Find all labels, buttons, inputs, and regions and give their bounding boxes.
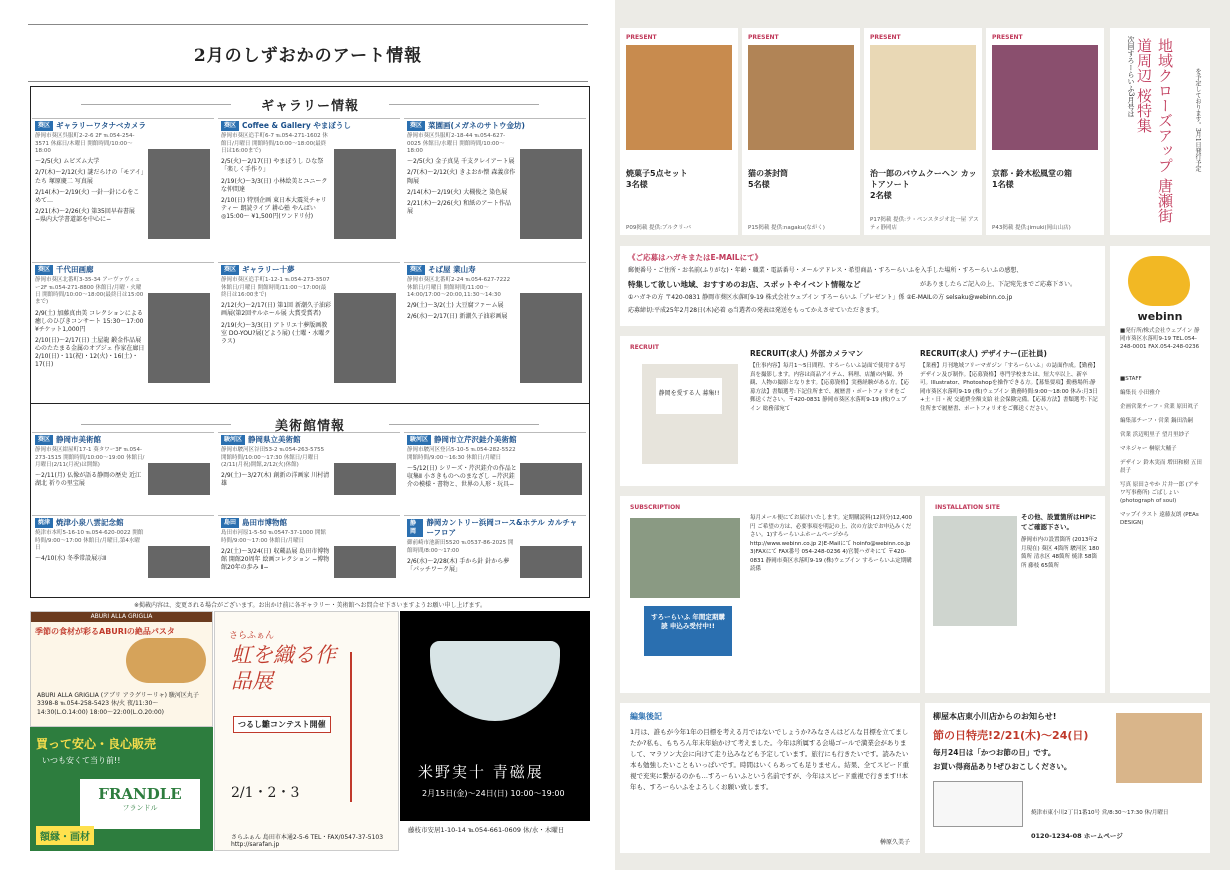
listing-museum (404, 432, 586, 514)
next-feature: 地域クローズアップ 唐瀬街道周辺 桜特集 (1135, 38, 1174, 223)
venue-name (407, 121, 583, 131)
venue-title: Coffee & Gallery やまぼうし (242, 121, 351, 130)
event: 2/10(日) 特別企画 東日本大震災チャリティー 朗読ライブ 耕心塾 やんばい ◎15:00〜 ¥1,500円(ワンドリ付) (221, 196, 327, 220)
listing-museum (404, 515, 586, 597)
page-title: 2月のしずおかのアート情報 (193, 46, 423, 66)
listing-museum (32, 432, 214, 514)
event: 2/10(日)〜2/17(日) 土屋龍 鍛金作品展 心のたたまる金属のオブジェ 作家在廊日 2/10(日)・11(祝)・12(火)・16(土)・17(日) (35, 337, 145, 369)
present-item: 京都・鈴木松風堂の箱 (992, 169, 1072, 178)
subscription-box (620, 496, 920, 693)
event: 〜4/10(水) 冬季常設展示Ⅱ (35, 555, 107, 563)
event: 〜2/5(火) ムビズム大学 (35, 158, 100, 166)
sarafan-dates: 2/1・2・3 (231, 785, 300, 801)
event: 2/14(木)〜2/19(火) 大槻俊之 染色展 (407, 188, 508, 196)
aburi-bar: ABURI ALLA GRIGLIA (31, 612, 212, 622)
apply-deadline: 応募締切:平成25年2月28日(木)必着 ◎当選者の発表は発送をもってかえさせていただきます。 (628, 307, 883, 314)
event: 2/2(土)〜3/24(日) 収蔵品展 島田市博物館 開館20周年 絵画コレクション −博物館20年の歩み Ⅱ− (221, 547, 330, 572)
venue-title: ギャラリー十夢 (242, 265, 295, 274)
apply-ask: 特集して欲しい地域、おすすめのお店、スポットやイベント情報など (628, 280, 861, 289)
area-tag: 静岡 (407, 519, 423, 537)
listing-museum (218, 432, 400, 514)
present-photo (748, 45, 854, 150)
present-label: PRESENT (992, 34, 1023, 41)
staff-entry: 編集部チーフ・営業 鍋田浩嗣 (1120, 417, 1193, 424)
frandle-ad[interactable] (30, 727, 213, 851)
museum-section-title: 美術館情報 (31, 415, 589, 434)
area-tag: 葵区 (35, 435, 53, 445)
event: 2/5(火)〜2/17(日) やまぼうし ひな祭「楽しく手作り」 (221, 158, 324, 174)
yanagiya-ad[interactable] (925, 703, 1210, 853)
event: 2/9(土)〜3/2(土) 大豆腐ファーム展 (407, 302, 504, 310)
venue-photo (520, 293, 582, 383)
venue-name (35, 265, 211, 275)
publisher-name: webinn (1137, 310, 1183, 323)
event: 2/9(土)〜3/27(木) 創新の洋画家 川村清雄 (221, 472, 330, 488)
present-card (620, 28, 738, 235)
recruit2-text: 【業務】月刊地域フリーマガジン「すろーらいふ」の誌面作成。【勤務】デザイン及び制作。【応募資格】専門学校または、短大卒以上、新卒可。Illustrator、Photoshopを操作できる方。【募集要項】勤務場所:静岡市葵区水落町9-19 (株)ウェブイン 勤務時間:9:00〜18:00 休み:月3日+土・日・祝 交通費全額支給 社会保険完備。【応募方法】書類選考:下記住所まで履歴書、ポートフォリオをご郵送ください。 (920, 363, 1098, 412)
venue-address: 島田市河原1-5-50 ℡0547-37-1000 開館時間/9:00〜17:00 休館日/月曜日 (221, 530, 326, 544)
venue-address: 静岡市葵区紺屋町17-1 葵タワー3F ℡054-273-1515 開館時間/10:00〜19:00 休館日/月曜日(2/11(月祝)は開館) (35, 447, 145, 468)
venue-photo (148, 463, 210, 495)
postscript-label: 編集後記 (630, 712, 662, 721)
area-tag: 葵区 (35, 265, 53, 275)
venue-title: 千代田画廊 (56, 265, 94, 274)
map-image (933, 781, 1023, 827)
present-card (864, 28, 982, 235)
listing-gallerie (218, 262, 400, 402)
yanagiya-day: 毎月24日は「かつお節の日」です。 (933, 748, 1056, 757)
venue-name (407, 265, 583, 275)
area-tag: 葵区 (407, 121, 425, 131)
present-label: PRESENT (870, 34, 901, 41)
frandle-tag: 額縁・画材 (36, 826, 94, 845)
venue-address: 静岡市葵区北番町2-24 ℡054-627-7222 休館日/月曜日 開館時間/11:00〜14:00/17:00〜20:00,11:30〜14:30 (407, 277, 511, 298)
recruit2-title: RECRUIT(求人) デザイナー(正社員) (920, 349, 1047, 358)
present-card (986, 28, 1104, 235)
venue-title: ギャラリーワタナベカメラ (56, 121, 146, 130)
webinn-logo-icon (1128, 256, 1190, 306)
present-meta: P43掲載 提供:jimuki(岡山山店) (992, 225, 1071, 231)
venue-name (221, 265, 397, 275)
present-photo (626, 45, 732, 150)
yanagiya-head: 柳屋本店東小川店からのお知らせ! (933, 712, 1057, 721)
staff-entry: 営業 浜辺明里子 望月里紗子 (1120, 431, 1190, 438)
event: 2/21(木)〜2/26(火) 第35回早春書展 −県内大学書道部を中心に− (35, 207, 135, 223)
venue-address: 静岡市葵区呉服町2-2-6 2F ℡054-254-3571 休廊日/木曜日 開館時間/10:00〜18:00 (35, 133, 135, 154)
frandle-logo-box (80, 779, 200, 829)
venue-photo (334, 293, 396, 383)
present-meta: P17掲載 提供:ラ・ペンスタジオ北一屋 アスティ静岡店 (870, 217, 979, 231)
pasta-photo (126, 638, 206, 683)
frandle-headline: 買って安心・良心販売 (36, 737, 157, 751)
venue-name (407, 435, 583, 445)
subscription-text: 毎月メール便にてお届けいたします。定期購読料(12回分)12,400円 ご希望の方は、必要事項を明記の上、次の方法でお申込みください。1)すろーらいふホームページから http://www.webinn.co.jp 2)E-Mailにて hoinfo@webinn.co.jp 3)FAXにて FAX番号 054-248-0236 4)官製ハガキにて 〒420-0831 静岡市葵区水落町9-19 (株)ウェブイン すろーらいふ定期購読係 (750, 515, 912, 573)
venue-photo (520, 546, 582, 578)
next-issue-box (1110, 28, 1210, 235)
event: 2/7(木)〜2/12(火) 謎だらけの「モアイ」たち 塚原慶二 写真展 (35, 169, 144, 185)
bonito-photo (1116, 713, 1202, 783)
listing-museum (218, 515, 400, 597)
staff-entry: デザイン 鈴木実而 増田和樹 五田晨子 (1120, 459, 1202, 474)
staff-entry: 企画営業チーフ・営業 原田眞子 (1120, 403, 1199, 410)
event: 2/9(土) 加藤真由美 コレクションによる 癒しのひびきコンサート 15:30〜17:00 ¥チケット1,000円 (35, 309, 144, 333)
installation-text: 静岡市内の設置箇所 (2013年2月現在) 葵区 4箇所 駿河区 180箇所 清水区 48箇所 焼津 58箇所 藤枝 65箇所 (1021, 537, 1100, 569)
listing-gallerie (404, 262, 586, 402)
next-issue: 次回すろーらいふ3月号は (1127, 36, 1135, 118)
present-photo (870, 45, 976, 150)
apply-ask2: がありましたらご記入の上、下記宛先までご応募下さい。 (920, 281, 1077, 288)
yanagiya-sale: 節の日特売!2/21(木)〜24(日) (933, 729, 1089, 742)
venue-title: 静岡県立美術館 (248, 435, 301, 444)
venue-address: 静岡市葵区追手町6-7 ℡054-271-1602 休館日/月曜日 開館時間/10:00〜18:00(最終日は16:00まで) (221, 133, 328, 154)
listing-gallerie (404, 118, 586, 258)
recruit1-text: 【仕事内容】毎月1〜5日間程、すろーらいふ誌面で使用する写真を撮影します。内容は商品アイテム、料理、店舗の内観、外観、人物の撮影となります。【応募資格】実務経験がある方。【応募方法】書類選考:下記住所まで、履歴書・ポートフォリオをご郵送ください。〒420-0831 静岡市葵区水落町9-19 (株)ウェブイン 総務部宛て (750, 363, 910, 412)
aburi-headline: 季節の食材が彩るABURIの絶品パスタ (35, 627, 175, 636)
present-card (742, 28, 860, 235)
recruit1-title: RECRUIT(求人) 外部カメラマン (750, 349, 864, 358)
apply-text: 郵便番号・ご住所・お名前(ふりがな)・年齢・職業・電話番号・メールアドレス・希望商品・すろーらいふを入手した場所・すろーらいふの感想、 (628, 267, 1023, 274)
hanging-dolls-image (350, 652, 380, 802)
celadon-title: 米野実十 青磁展 (418, 763, 544, 781)
postscript-text: 1月は、誰もが今年1年の目標を考える月ではないでしょうか?みなさんはどんな目標を立てましたか?私も、もちろん年末年始かけて考えました。今年は所属する会場ゴールで満業会がありまして、マラソン大会に向けて走り込みなども予定しています。旅行にも行きたいです。読みたい本も勉強したいこともいっぱいです。時間はいくらあっても足りません。結果、全てスピード重視で充実に繋がるのかも…すろーらいふという名前ですが、今年はスピード重視で行きます!!本年も、すろーらいふをよろしくお願い致します。 (630, 728, 910, 792)
area-tag: 葵区 (407, 265, 425, 275)
listing-gallerie (218, 118, 400, 258)
present-count: 1名様 (992, 180, 1014, 190)
venue-title: 静岡カントリー浜岡コース&ホテル カルチャーフロア (426, 518, 578, 538)
venue-title: 静岡市美術館 (56, 435, 102, 444)
frandle-kana: フランドル (122, 804, 158, 812)
venue-name (35, 518, 211, 528)
publisher-info: ■発行所/株式会社ウェブイン 静岡市葵区水落町9-19 TEL.054-248-0001 FAX.054-248-0236 (1120, 328, 1200, 350)
venue-photo (148, 546, 210, 578)
celadon-bowl-image (430, 641, 560, 721)
gallery-section-title: ギャラリー情報 (31, 95, 589, 114)
recruit-card: 静岡を愛する人 募集!! (656, 378, 722, 414)
apply-address: ①ハガキの方 〒420-0831 静岡市葵区水落町9-19 株式会社ウェブイン すろーらいふ「プレゼント」係 ②E-MAILの方 selsaku@webinn.co.jp (628, 294, 1013, 301)
venue-name (221, 518, 397, 528)
venue-name (221, 121, 397, 131)
event: 2/7(木)〜2/12(火) きよおか懐 森義彦作陶展 (407, 169, 516, 185)
aburi-info: ABURI ALLA GRIGLIA (アブリ アラグリーリャ) 駿河区丸子3398-8 ℡054-258-5423 休/火 夜/11:30〜14:30(L.O.14:00) 18:00〜22:00(L.O.20:00) (37, 692, 199, 716)
present-name (748, 168, 788, 190)
venue-address: 静岡市葵区呉服町2-18-44 ℡054-627-0025 休館日/水曜日 開館時間/10:00〜18:00 (407, 133, 506, 154)
present-name (626, 168, 688, 190)
staff-entry: マネジャー 榊原大輔子 (1120, 445, 1177, 452)
area-tag: 島田 (221, 518, 239, 528)
present-count: 5名様 (748, 180, 770, 190)
present-item: 猫の茶封筒 (748, 169, 788, 178)
present-item: 治一郎のバウムクーヘン カットアソート (870, 169, 977, 190)
present-meta: P15掲載 提供:nagaku(ながく) (748, 225, 825, 231)
area-tag: 葵区 (221, 121, 239, 131)
sarafan-ad[interactable] (214, 611, 399, 851)
venue-name (221, 435, 397, 445)
venue-address: 御前崎市池新田5520 ℡0537-86-2025 開館時間/8:00〜17:00 (407, 540, 514, 554)
publisher-box (1110, 246, 1210, 693)
venue-address: 静岡市駿河区登呂5-10-5 ℡054-282-5522 開館時間/9:00〜16:30 休館日/月曜日 (407, 447, 516, 461)
magazine-covers-image (630, 518, 740, 598)
venue-name (35, 435, 211, 445)
installation-label: INSTALLATION SITE (935, 504, 1000, 511)
event: 〜2/11(月) 仏像が語る静岡の歴史 近江湖北 祈りの里宝展 (35, 472, 141, 488)
venue-address: 静岡市葵区追手町1-12-1 ℡054-273-3507 休館日/月曜日 開館時間/11:00〜17:00(最終日は16:00まで) (221, 277, 330, 298)
present-item: 焼菓子5点セット (626, 169, 688, 178)
staff-entry: マップイラスト 遠藤友朗 (PEAs DESIGN) (1120, 511, 1199, 526)
venue-title: 菜園画(メガネのサトウ金坊) (428, 121, 525, 130)
staff-list (1120, 376, 1204, 534)
recruit-box (620, 336, 1105, 486)
venue-address: 焼津市本町5-16-10 ℡054-620-0022 開館時間/9:00〜17:00 休館日/月曜日,第4水曜日 (35, 530, 144, 551)
venue-photo (334, 463, 396, 495)
staff-entry: 写真 原田さやか 片井一郎 (アサワ写事務所) ごばしょい (photograph of soul) (1120, 481, 1199, 504)
venue-photo (334, 546, 396, 578)
listing-gallerie (32, 262, 214, 402)
frandle-sub: いつも安くて当り前!! (42, 756, 121, 765)
venue-title: 島田市博物館 (242, 518, 288, 527)
venue-title: 焼津小泉八雲記念館 (56, 518, 124, 527)
divider (31, 403, 589, 404)
aburi-ad[interactable] (30, 611, 213, 727)
venue-name (407, 518, 583, 538)
event: 2/19(火)〜3/3(日) 小林絵美とユニークな仲間達 (221, 177, 328, 193)
area-tag: 葵区 (35, 121, 53, 131)
venue-photo (148, 149, 210, 239)
present-name (870, 168, 982, 202)
present-label: PRESENT (626, 34, 657, 41)
staff-entry: ■STAFF (1120, 376, 1142, 382)
apply-title: 《ご応募はハガキまたはE-MAILにて》 (628, 253, 763, 262)
venue-address: 静岡市駿河区谷田53-2 ℡054-263-5755 開館時間/10:00〜17:30 休館日/月曜日(2/11(月祝)開館,2/12(火)休館) (221, 447, 325, 468)
event: 2/12(火)〜2/17(日) 第1回 新潮久子油彩画展(第2回サルホール展 大賞受賞者) (221, 302, 331, 318)
subscription-label: SUBSCRIPTION (630, 504, 681, 511)
recruit-image (642, 364, 738, 464)
present-count: 2名様 (870, 191, 892, 201)
recruit-label: RECRUIT (630, 344, 659, 351)
event: 〜2/5(火) 金子真晃 千支クレイアート展 (407, 158, 515, 166)
listing-gallerie (32, 118, 214, 258)
yanagiya-address: 焼津市東小川2丁目1番10号 営/8:30〜17:30 休/月曜日 (1031, 810, 1169, 816)
venue-photo (148, 293, 210, 383)
yanagiya-call: お買い得商品あり!ぜひおこしください。 (933, 762, 1072, 771)
celadon-ad[interactable] (400, 611, 590, 851)
event: 〜5/12(日) シリーズ・芹沢銈介の作品と収集Ⅱ 小さきものへのまなざし −芹沢銈介の模様・書物と、世界の人形・玩具− (407, 464, 517, 489)
right-page (615, 0, 1230, 870)
present-count: 3名様 (626, 180, 648, 190)
area-tag: 焼津 (35, 518, 53, 528)
event: 2/19(火)〜3/3(日) アトリエ十夢版画教室 DO-YOU?展(どよう展) (土曜・水曜クラス) (221, 321, 331, 345)
area-tag: 駿河区 (407, 435, 431, 445)
celadon-date: 2月15日(金)〜24日(日) 10:00〜19:00 (422, 789, 565, 798)
venue-photo (520, 149, 582, 239)
present-label: PRESENT (748, 34, 779, 41)
venue-address: 静岡市葵区北番町3-35-34 アーヴァヴィュー2F ℡054-271-8800 休館日/月曜・火曜日 開館時間/10:00〜18:00(最終日は15:00まで) (35, 277, 144, 306)
sarafan-sub: さらふぁん (229, 631, 275, 641)
disclaimer-note: ※掲載内容は、変更される場合がございます。お出かけ前に各ギャラリー・美術館へお問合せ下さいますようお願い申し上げます。 (133, 602, 487, 609)
installation-head: その他、設置箇所はHPにてご確認下さい。 (1021, 513, 1097, 532)
event: 2/21(木)〜2/26(火) 和紙のアート作品展 (407, 199, 512, 215)
present-photo (992, 45, 1098, 150)
event: 2/6(水)〜2/17(日) 新潮久子油彩画展 (407, 313, 508, 321)
subscription-card: すろーらいふ 年間定期購読 申込み受付中!! (644, 606, 732, 656)
listing-museum (32, 515, 214, 597)
frandle-name: FRANDLE (98, 785, 182, 803)
venue-title: そば屋 業山寿 (428, 265, 476, 274)
postscript-author: 榊原久美子 (879, 838, 910, 846)
next-date: を予定しております。3月1日発行予定 (1194, 68, 1201, 172)
event: 2/14(木)〜2/19(火) 一針一針に心をこめて… (35, 188, 140, 204)
venue-photo (334, 149, 396, 239)
event: 2/6(水)〜2/28(木) 手から針 針から夢「パッチワーク展」 (407, 558, 510, 574)
venue-name (35, 121, 211, 131)
page-header (28, 24, 588, 82)
present-meta: P09掲載 提供:ブルクリ-バ (626, 225, 692, 231)
sarafan-title: 虹を織る作品展 (231, 643, 336, 694)
postscript-box (620, 703, 920, 853)
staff-entry: 編集長 小田雅介 (1120, 389, 1161, 396)
venue-title: 静岡市立芹沢銈介美術館 (434, 435, 517, 444)
venue-photo (520, 463, 582, 495)
area-tag: 葵区 (221, 265, 239, 275)
celadon-footer: 藤枝市安居1-10-14 ℡054-661-0609 休/水・木曜日 (400, 821, 590, 851)
yanagiya-tel: 0120-1234-08 ホームページ (1031, 832, 1123, 840)
installation-box (925, 496, 1105, 693)
sarafan-footer: さらふぁん 島田市本通2-5-6 TEL・FAX/0547-37-5103 http://sarafan.jp (231, 834, 384, 848)
apply-box (620, 246, 1105, 326)
area-tag: 駿河区 (221, 435, 245, 445)
rack-image (933, 516, 1017, 626)
sarafan-contest: つるし雛コンテスト開催 (233, 716, 331, 733)
present-name (992, 168, 1072, 190)
